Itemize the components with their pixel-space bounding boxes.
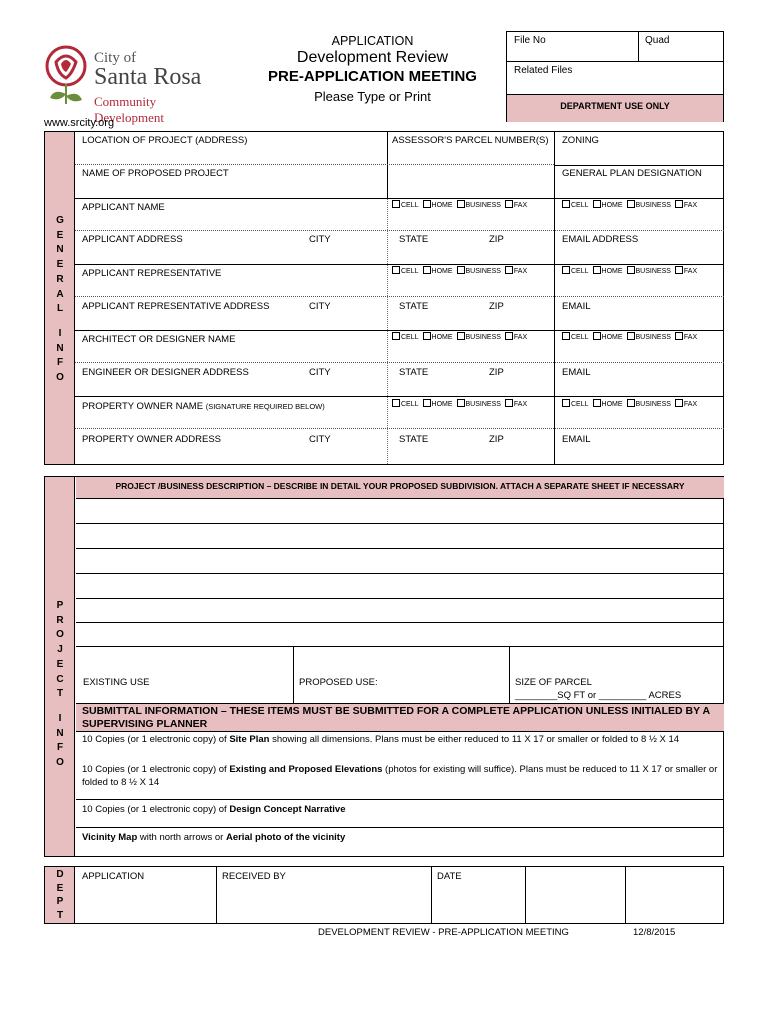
title-application: APPLICATION (331, 34, 414, 48)
city-label: CITY (309, 234, 331, 245)
logo-name: Santa Rosa (94, 64, 202, 90)
dept-date-label: DATE (437, 871, 462, 882)
project-side-text: P R O J E C T I N F O (56, 600, 64, 769)
rep-address-label: APPLICANT REPRESENTATIVE ADDRESS (82, 301, 270, 312)
architect-label: ARCHITECT OR DESIGNER NAME (82, 334, 236, 345)
owner-phone-checks[interactable]: CELL HOME BUSINESS FAX (392, 399, 527, 408)
file-no-label: File No (514, 35, 546, 46)
owner-name-label: PROPERTY OWNER NAME (SIGNATURE REQUIRED BELOW) (82, 401, 325, 412)
title-dev-review: Development Review (296, 49, 449, 66)
state-label: STATE (399, 367, 429, 378)
email-label: EMAIL (562, 301, 591, 312)
submittal-item-1[interactable]: 10 Copies (or 1 electronic copy) of Site Plan showing all dimensions. Plans must be either reduced to 11 X 17 or smaller or folded to 8 ½ X 14 (82, 734, 680, 745)
general-side-text: G E N E R A L I N F O (56, 215, 64, 384)
engineer-label: ENGINEER OR DESIGNER ADDRESS (82, 367, 249, 378)
website: www.srcity.org (44, 117, 115, 129)
submittal-item-2[interactable]: 10 Copies (or 1 electronic copy) of Existing and Proposed Elevations (photos for existing will suffice). Plans must be reduced to 11 X 17 or smaller or folded to 8 ½ X 14 (76, 762, 724, 800)
state-label: STATE (399, 301, 429, 312)
logo-city-of: City of (94, 50, 137, 66)
page-title: PRE-APPLICATION MEETING (268, 68, 477, 85)
city-label: CITY (309, 434, 331, 445)
parcel-units[interactable]: ________SQ FT or _________ ACRES (515, 690, 682, 701)
applicant-phone-checks[interactable]: CELL HOME BUSINESS FAX (392, 200, 527, 209)
dept-application-label: APPLICATION (82, 871, 145, 882)
description-line-4[interactable] (76, 574, 724, 599)
submittal-header: SUBMITTAL INFORMATION – THESE ITEMS MUST BE SUBMITTED FOR A COMPLETE APPLICATION UNLESS INITIALED BY A SUPERVISING PLANNER (76, 704, 724, 732)
description-header: PROJECT /BUSINESS DESCRIPTION – DESCRIBE IN DETAIL YOUR PROPOSED SUBDIVISION. ATTACH A SEPARATE SHEET IF NECESSARY (76, 477, 724, 499)
description-line-6[interactable] (76, 623, 724, 647)
applicant-address-label: APPLICANT ADDRESS (82, 234, 183, 245)
zip-label: ZIP (489, 234, 504, 245)
description-line-1[interactable] (76, 499, 724, 524)
dept-use-only: DEPARTMENT USE ONLY (507, 94, 723, 122)
parcel-number-label: ASSESSOR'S PARCEL NUMBER(S) (392, 135, 549, 146)
footer-date: 12/8/2015 (633, 927, 676, 938)
quad-label: Quad (645, 35, 670, 46)
zoning-label: ZONING (562, 135, 599, 146)
state-label: STATE (399, 434, 429, 445)
project-name-label: NAME OF PROPOSED PROJECT (82, 168, 229, 179)
architect-phone-checks[interactable]: CELL HOME BUSINESS FAX (392, 332, 527, 341)
parcel-size-label: SIZE OF PARCEL (515, 677, 592, 688)
location-label: LOCATION OF PROJECT (ADDRESS) (82, 135, 248, 146)
zip-label: ZIP (489, 301, 504, 312)
description-line-2[interactable] (76, 524, 724, 549)
submittal-item-3[interactable]: 10 Copies (or 1 electronic copy) of Design Concept Narrative (76, 800, 724, 828)
email-address-label: EMAIL ADDRESS (562, 234, 639, 245)
footer-title: DEVELOPMENT REVIEW - PRE-APPLICATION MEETING (318, 927, 569, 938)
dept-section (44, 866, 724, 924)
related-files-label: Related Files (514, 65, 573, 76)
description-line-3[interactable] (76, 549, 724, 574)
email-label: EMAIL (562, 367, 591, 378)
general-info-section (44, 131, 724, 465)
email-label: EMAIL (562, 434, 591, 445)
description-line-5[interactable] (76, 599, 724, 623)
owner-phone-checks-2[interactable]: CELL HOME BUSINESS FAX (562, 399, 697, 408)
city-label: CITY (309, 301, 331, 312)
proposed-use-label: PROPOSED USE: (299, 677, 378, 688)
rep-label: APPLICANT REPRESENTATIVE (82, 268, 222, 279)
state-label: STATE (399, 234, 429, 245)
subtitle: Please Type or Print (314, 89, 431, 104)
applicant-name-label: APPLICANT NAME (82, 202, 165, 213)
logo-dept: Community Development (94, 94, 165, 125)
rep-phone-checks-2[interactable]: CELL HOME BUSINESS FAX (562, 266, 697, 275)
city-label: CITY (309, 367, 331, 378)
dept-side-text: D E P T (56, 869, 64, 921)
project-info-section (44, 476, 724, 857)
existing-use-label: EXISTING USE (83, 677, 150, 688)
applicant-phone-checks-2[interactable]: CELL HOME BUSINESS FAX (562, 200, 697, 209)
dept-received-by-label: RECEIVED BY (222, 871, 286, 882)
general-plan-label: GENERAL PLAN DESIGNATION (562, 168, 702, 179)
zip-label: ZIP (489, 434, 504, 445)
zip-label: ZIP (489, 367, 504, 378)
owner-address-label: PROPERTY OWNER ADDRESS (82, 434, 222, 445)
architect-phone-checks-2[interactable]: CELL HOME BUSINESS FAX (562, 332, 697, 341)
rose-icon (44, 44, 92, 108)
submittal-item-4[interactable]: Vicinity Map with north arrows or Aerial photo of the vicinity (82, 832, 346, 843)
rep-phone-checks[interactable]: CELL HOME BUSINESS FAX (392, 266, 527, 275)
file-box (506, 31, 724, 122)
